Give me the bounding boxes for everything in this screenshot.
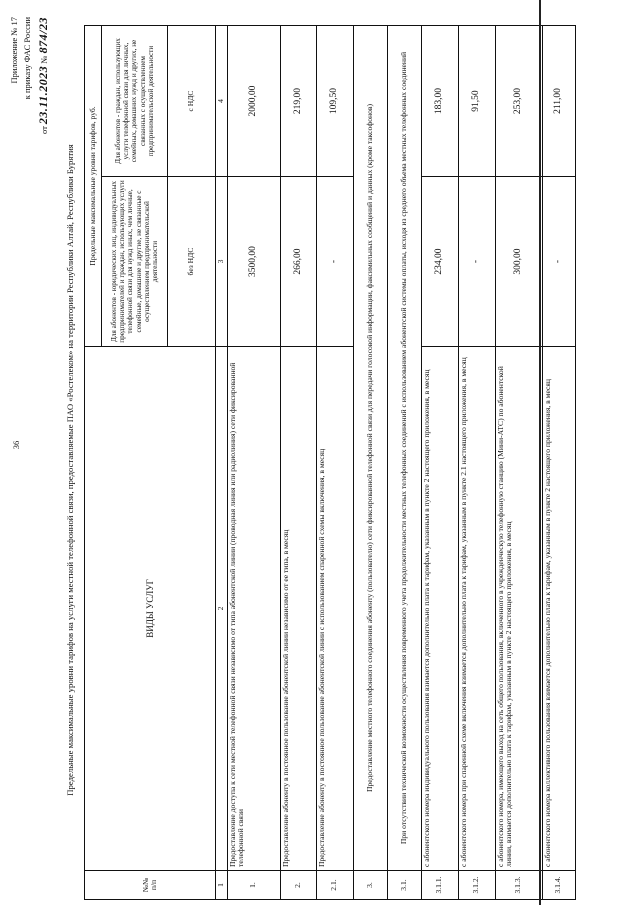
appendix-line-1: Приложение № 17: [9, 17, 19, 84]
row-num: 2.1.: [316, 871, 353, 900]
row-citizens-price: 91,50: [458, 26, 495, 177]
table-row: [495, 26, 542, 900]
table-row: [280, 26, 316, 900]
row-legal-price: 234,00: [421, 177, 458, 347]
row-service: Предоставление доступа к сети местной телефонной связи независимо от типа абонентской линии (проводная линия или радиолиния) сети фиксированной телефонной связи: [227, 347, 280, 871]
table-row: [316, 26, 353, 900]
row-service: Предоставление абоненту в постоянное пользование абонентской линии с использованием спаренной схемы включения, в месяц: [316, 347, 353, 871]
row-legal-price: 300,00: [495, 177, 542, 347]
number-prefix: №: [38, 55, 49, 64]
col-header-no-vat: без НДС: [168, 177, 216, 347]
col-number-1: 1: [216, 871, 228, 900]
row-legal-price: -: [542, 177, 575, 347]
row-num: 3.: [353, 871, 387, 900]
row-service: с абонентского номера индивидуального пользования взимается дополнительно плата к тарифам, указанным в пункте 2 настоящего приложения, в месяц: [421, 347, 458, 871]
row-citizens-price: 211,00: [542, 26, 575, 177]
col-number-4: 4: [216, 26, 228, 177]
table-row: [387, 26, 421, 900]
col-header-with-vat: с НДС: [168, 26, 216, 177]
row-service-section: При отсутствии технической возможности осуществления повременного учета продолжительности местных телефонных соединений с использованием абонентской системы оплаты, исходя из среднего объема местных телефонных соединений: [387, 26, 421, 871]
row-legal-price: -: [316, 177, 353, 347]
col-header-citizens: Для абонентов - граждан, использующих услуги телефонной связи для личных, семейных, домашних нужд и других, не связанных с осуществлением предпринимательской деятельности: [102, 26, 168, 177]
row-num: 3.1.: [387, 871, 421, 900]
row-num: 3.1.1.: [421, 871, 458, 900]
col-header-legal: Для абонентов - юридических лиц, индивидуальных предпринимателей и граждан, использующих услуги телефонной связи для нужд иных, чем личные, семейные, домашние и другие, не связанные с осуществлением предпринимательской деятельности: [102, 177, 168, 347]
col-number-3: 3: [216, 177, 228, 347]
table-row: [421, 26, 458, 900]
table-row: [542, 26, 575, 900]
scan-edge-line: [539, 0, 541, 905]
col-number-row: [216, 26, 228, 900]
row-service: с абонентского номера при спаренной схеме включения взимается дополнительно плата к тарифам, указанным в пункте 2.1 настоящего приложения, в месяц: [458, 347, 495, 871]
col-number-2: 2: [216, 347, 228, 871]
row-citizens-price: 183,00: [421, 26, 458, 177]
row-citizens-price: 2000,00: [227, 26, 280, 177]
row-citizens-price: 219,00: [280, 26, 316, 177]
col-header-num: №№ п/п: [85, 871, 216, 900]
row-legal-price: 3500,00: [227, 177, 280, 347]
row-service: Предоставление абоненту в постоянное пользование абонентской линии независимо от ее типа, в месяц: [280, 347, 316, 871]
tariff-table: [84, 25, 576, 900]
row-num: 1.: [227, 871, 280, 900]
row-service-section: Предоставление местного телефонного соединения абоненту (пользователю) сети фиксированной телефонной связи для передачи голосовой информации, факсимильных сообщений и данных (кроме таксофонов): [353, 26, 387, 871]
order-date: 23.11.2023: [35, 65, 50, 125]
row-service: с абонентского номера коллективного пользования взимается дополнительно плата к тарифам, указанным в пункте 2 настоящего приложения, в месяц: [542, 347, 575, 871]
order-number: 874/23: [35, 17, 50, 54]
col-header-service: ВИДЫ УСЛУГ: [85, 347, 216, 871]
row-service: с абонентского номера, имеющего выход на сеть общего пользования, включенного в учрежденческую телефонную станцию (Мини-АТС) по абонентской линии, взимается дополнительно плата к тарифам, указанным в пункте 2 настоящего приложения, в месяц: [495, 347, 542, 871]
table-row: [458, 26, 495, 900]
appendix-block: [8, 17, 52, 237]
header-row-1: [85, 26, 102, 900]
date-prefix: от: [38, 126, 49, 135]
col-header-tariff-group: Предельные максимальные уровни тарифов, руб.: [85, 26, 102, 347]
row-num: 3.1.3.: [495, 871, 542, 900]
row-legal-price: 266,00: [280, 177, 316, 347]
row-num: 2.: [280, 871, 316, 900]
page-number: 36: [11, 440, 21, 450]
document-title: Предельные максимальные уровни тарифов на услуги местной телефонной связи, предоставляемые ПАО «Ростелеком» на территории Республики Алтай, Республики Бурятия: [65, 144, 75, 796]
table-row: [353, 26, 387, 900]
row-legal-price: -: [458, 177, 495, 347]
row-num: 3.1.2.: [458, 871, 495, 900]
appendix-line-2: к приказу ФАС России: [21, 17, 32, 100]
row-num: 3.1.4.: [542, 871, 575, 900]
table-row: [227, 26, 280, 900]
row-citizens-price: 109,50: [316, 26, 353, 177]
order-date-line: [34, 17, 52, 237]
row-citizens-price: 253,00: [495, 26, 542, 177]
